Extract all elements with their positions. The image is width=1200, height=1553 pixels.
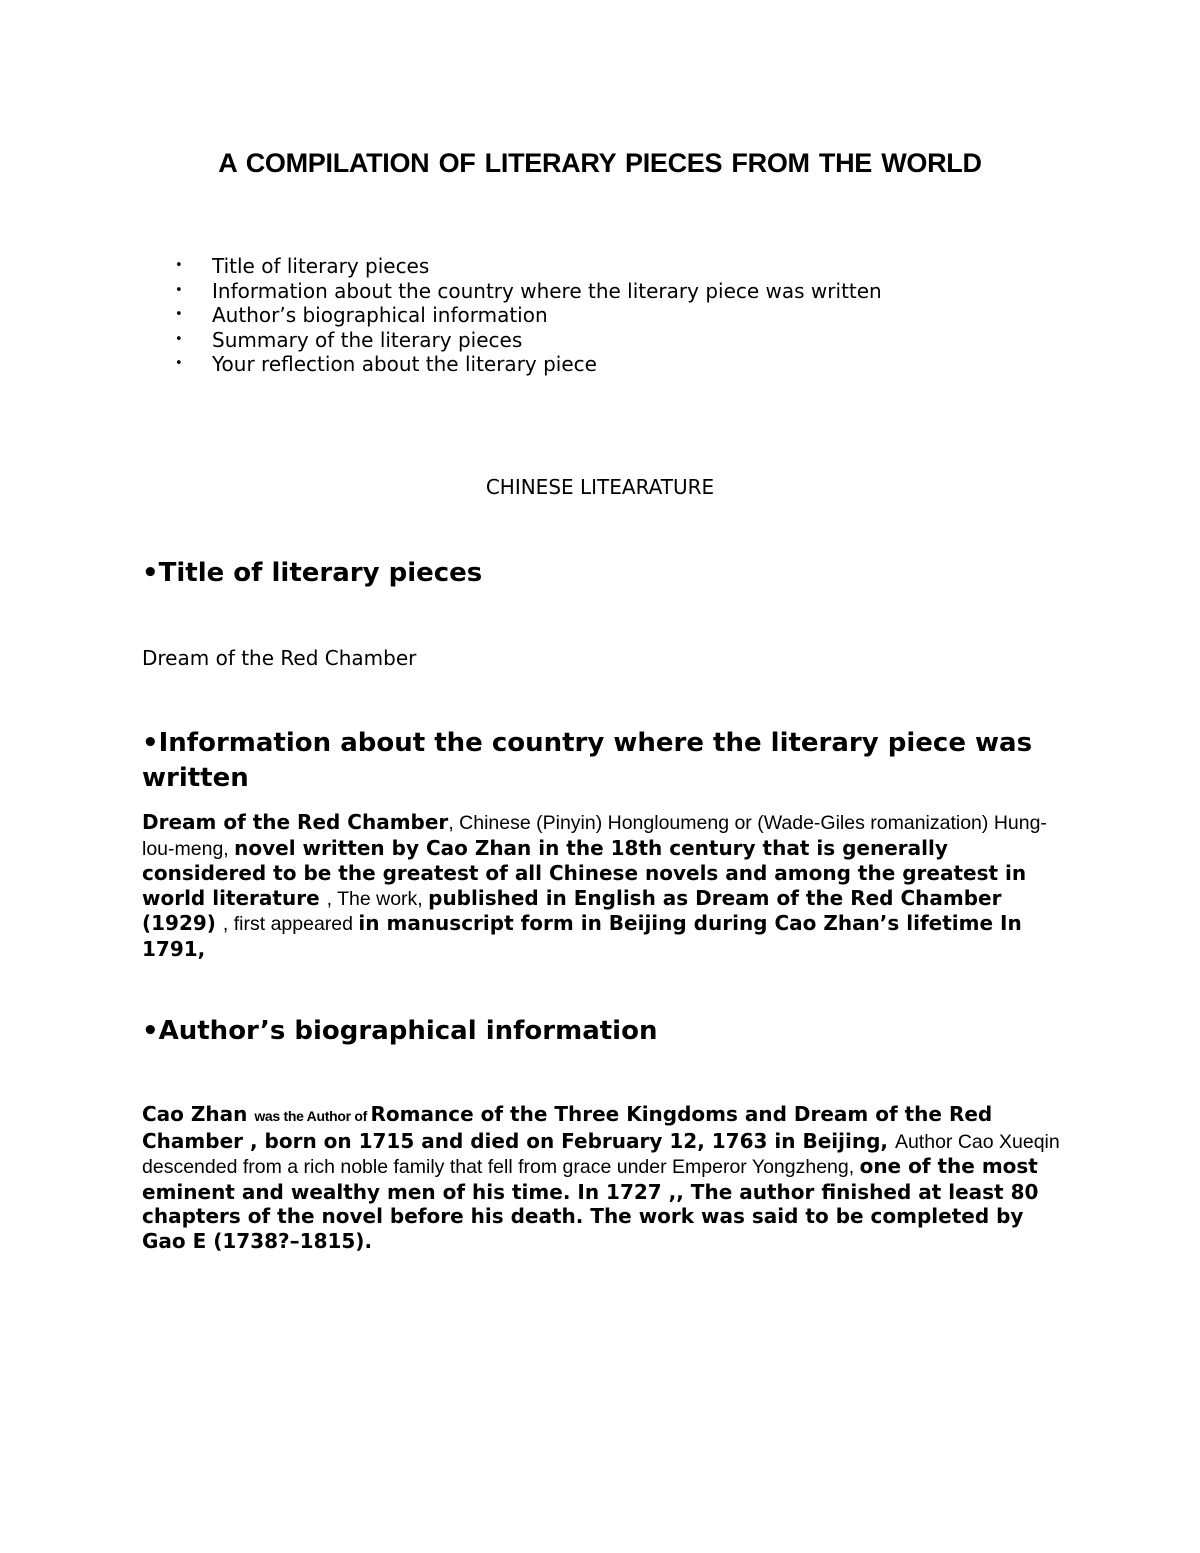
list-item [172, 352, 882, 377]
text-run: , The work, [326, 887, 429, 910]
text-run: , first appeared [222, 913, 359, 936]
document-title: A COMPILATION OF LITERARY PIECES FROM THE WORLD [218, 148, 982, 178]
bullet-icon: • [175, 307, 183, 323]
section-label: CHINESE LITEARATURE [485, 475, 715, 499]
list-item-text: Author’s biographical information [212, 303, 548, 328]
bullet-icon: • [175, 282, 183, 298]
country-heading: •Information about the country where the literary piece was written [142, 728, 1033, 793]
bullet-icon: • [175, 356, 183, 372]
text-run: Cao Zhan [142, 1102, 255, 1126]
list-item [172, 279, 882, 304]
text-run: , Chinese (Pinyin) Hongloumeng or (Wade-Giles romanization) Hung-lou-meng, [142, 812, 1047, 860]
author-paragraph [142, 1102, 1064, 1254]
list-item [172, 328, 882, 353]
text-run: was the Author of [254, 1108, 371, 1124]
text-run: Author Cao Xueqin descended from a rich noble family that fell from grace under Emperor Yongzheng, [142, 1130, 1060, 1179]
list-item-text: Your reflection about the literary piece [212, 352, 597, 377]
bullet-icon: • [175, 258, 183, 273]
text-run: one of the most eminent and wealthy men of his time. In 1727 ,, The author finished at least 80 chapters of the novel before his death. The work was said to be completed by Gao E (1738?–1815). [142, 1154, 1039, 1253]
list-item-text: Title of literary pieces [212, 254, 430, 278]
text-run: published in English as Dream of the Red Chamber (1929) [142, 885, 1002, 936]
text-run: Dream of the Red Chamber [142, 810, 449, 834]
country-paragraph [142, 810, 1067, 962]
list-item [172, 303, 882, 328]
author-heading: •Author’s biographical information [142, 1016, 658, 1046]
bullet-icon: • [175, 331, 183, 347]
list-item-text: Information about the country where the literary piece was written [212, 278, 882, 303]
list-item [172, 254, 882, 279]
title-heading: •Title of literary pieces [142, 558, 483, 588]
text-run: Romance of the Three Kingdoms and Dream of the Red Chamber , born on 1715 and died on February 12, 1763 in Beijing, [142, 1102, 993, 1153]
list-item-text: Summary of the literary pieces [212, 327, 523, 352]
title-value: Dream of the Red Chamber [142, 646, 417, 670]
requirements-list [172, 254, 882, 377]
text-run: in manuscript form in Beijing during Cao Zhan’s lifetime In 1791, [142, 911, 1022, 961]
text-run: novel written by Cao Zhan in the 18th century that is generally considered to be the greatest of all Chinese novels and among the greatest in world literature [142, 835, 1027, 910]
